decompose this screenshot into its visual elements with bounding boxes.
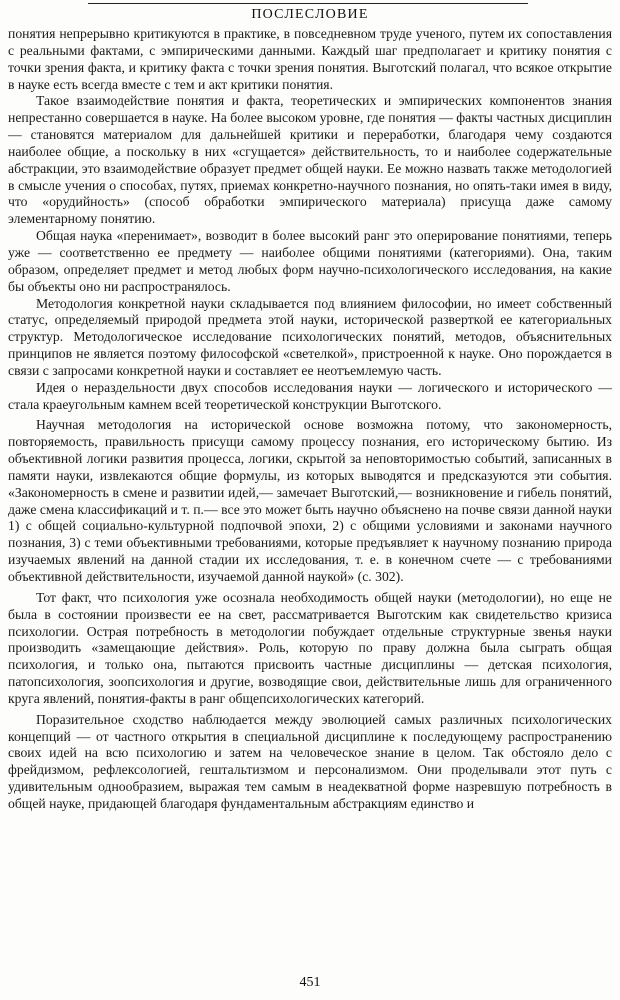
paragraph: Общая наука «перенимает», возводит в более высокий ранг это оперирование понятиями, теперь уже — соответственно ее предмету — наиболее общими понятиями (категориями). Она, таким образом, определяет предмет и метод любых форм научно-психологического исследования, на какие бы объекты оно ни распространялось. [8, 228, 612, 294]
page-number: 451 [299, 975, 321, 990]
running-head: ПОСЛЕСЛОВИЕ [251, 7, 369, 22]
paragraph: Тот факт, что психология уже осознала необходимость общей науки (методологии), но еще не была в состоянии произвести ее на свет, рассматривается Выготским как свидетельство кризиса психологии. Острая потребность в методологии побуждает отдельные структурные звенья науки производить «замещающие действия». Роль, которую по праву должна была сыграть общая психология, и только она, пытаются присвоить частные дисциплины — детская психология, патопсихология, зоопсихология и другие, возводящие свои, действительные лишь для ограниченного круга явлений, понятия-факты в ранг общепсихологических категорий. [8, 589, 612, 706]
paragraph: Поразительное сходство наблюдается между эволюцией самых различных психологических концепций — от частного открытия в специальной дисциплине к последующему распространению своих идей на всю психологию и затем на человеческое знание в целом. Так обстояло дело с фрейдизмом, рефлексологией, гештальтизмом и персонализмом. Они проделывали этот путь с удивительным однообразием, выражая тем самым в неадекватной форме назревшую потребность в общей науке, придающей благодаря фундаментальным абстракциям единство и [8, 711, 612, 811]
header-rule [88, 3, 528, 4]
paragraph: Научная методология на исторической основе возможна потому, что закономерность, повторяемость, правильность присущи самому процессу познания, его историческому бытию. Из объективной логики развития процесса, логики, скрытой за неповторимостью событий, записанных в памяти науки, извлекаются общие формулы, из которых выводятся и предсказуются эти события. «Закономерность в смене и развитии идей,— замечает Выготский,— возникновение и гибель понятий, даже смена классификаций и т. п.— все это может быть научно объяснено на почве связи данной науки 1) с общей социально-культурной подпочвой эпохи, 2) с общими условиями и законами научного познания, 3) с теми объективными требованиями, которые предъявляет к научному познанию природа изучаемых явлений на данной стадии их исследования, т. е. в конечном счете — с требованиями объективной действительности, изучаемой данной наукой» (с. 302). [8, 417, 612, 584]
body-text [8, 26, 612, 813]
paragraph: Идея о нераздельности двух способов исследования науки — логического и исторического — стала краеугольным камнем всей теоретической конструкции Выготского. [8, 379, 612, 412]
paragraph: Такое взаимодействие понятия и факта, теоретических и эмпирических компонентов знания непрестанно совершается в науке. На более высоком уровне, где понятия — факты частных дисциплин — становятся материалом для дальнейшей критики и переработки, благодаря чему создаются наиболее общие, а поскольку в них «сгущается» действительность, то и наиболее содержательные абстракции, это взаимодействие образует предмет общей науки. Ее можно назвать также методологией в смысле учения о способах, путях, приемах конкретно-научного познания, но опять-таки имея в виду, что «орудийность» (способ обработки эмпирического материала) присуща даже самому элементарному понятию. [8, 93, 612, 227]
paragraph: Методология конкретной науки складывается под влиянием философии, но имеет собственный статус, определяемый природой предмета этой науки, исторической разверткой ее категориальных структур. Методологическое исследование психологических понятий, методов, объяснительных принципов не является поэтому философской «светелкой», пристроенной к науке. Оно порождается в связи с запросами конкретной науки и составляет ее неотъемлемую часть. [8, 295, 612, 378]
paragraph-continuation: понятия непрерывно критикуются в практике, в повседневном труде ученого, путем их сопоставления с реальными фактами, с эмпирическими данными. Каждый шаг предполагает и критику понятия с точки зрения факта, и критику факта с точки зрения понятия. Выготский полагал, что всякое открытие в науке есть всегда вместе с тем и акт критики понятия. [8, 26, 612, 92]
